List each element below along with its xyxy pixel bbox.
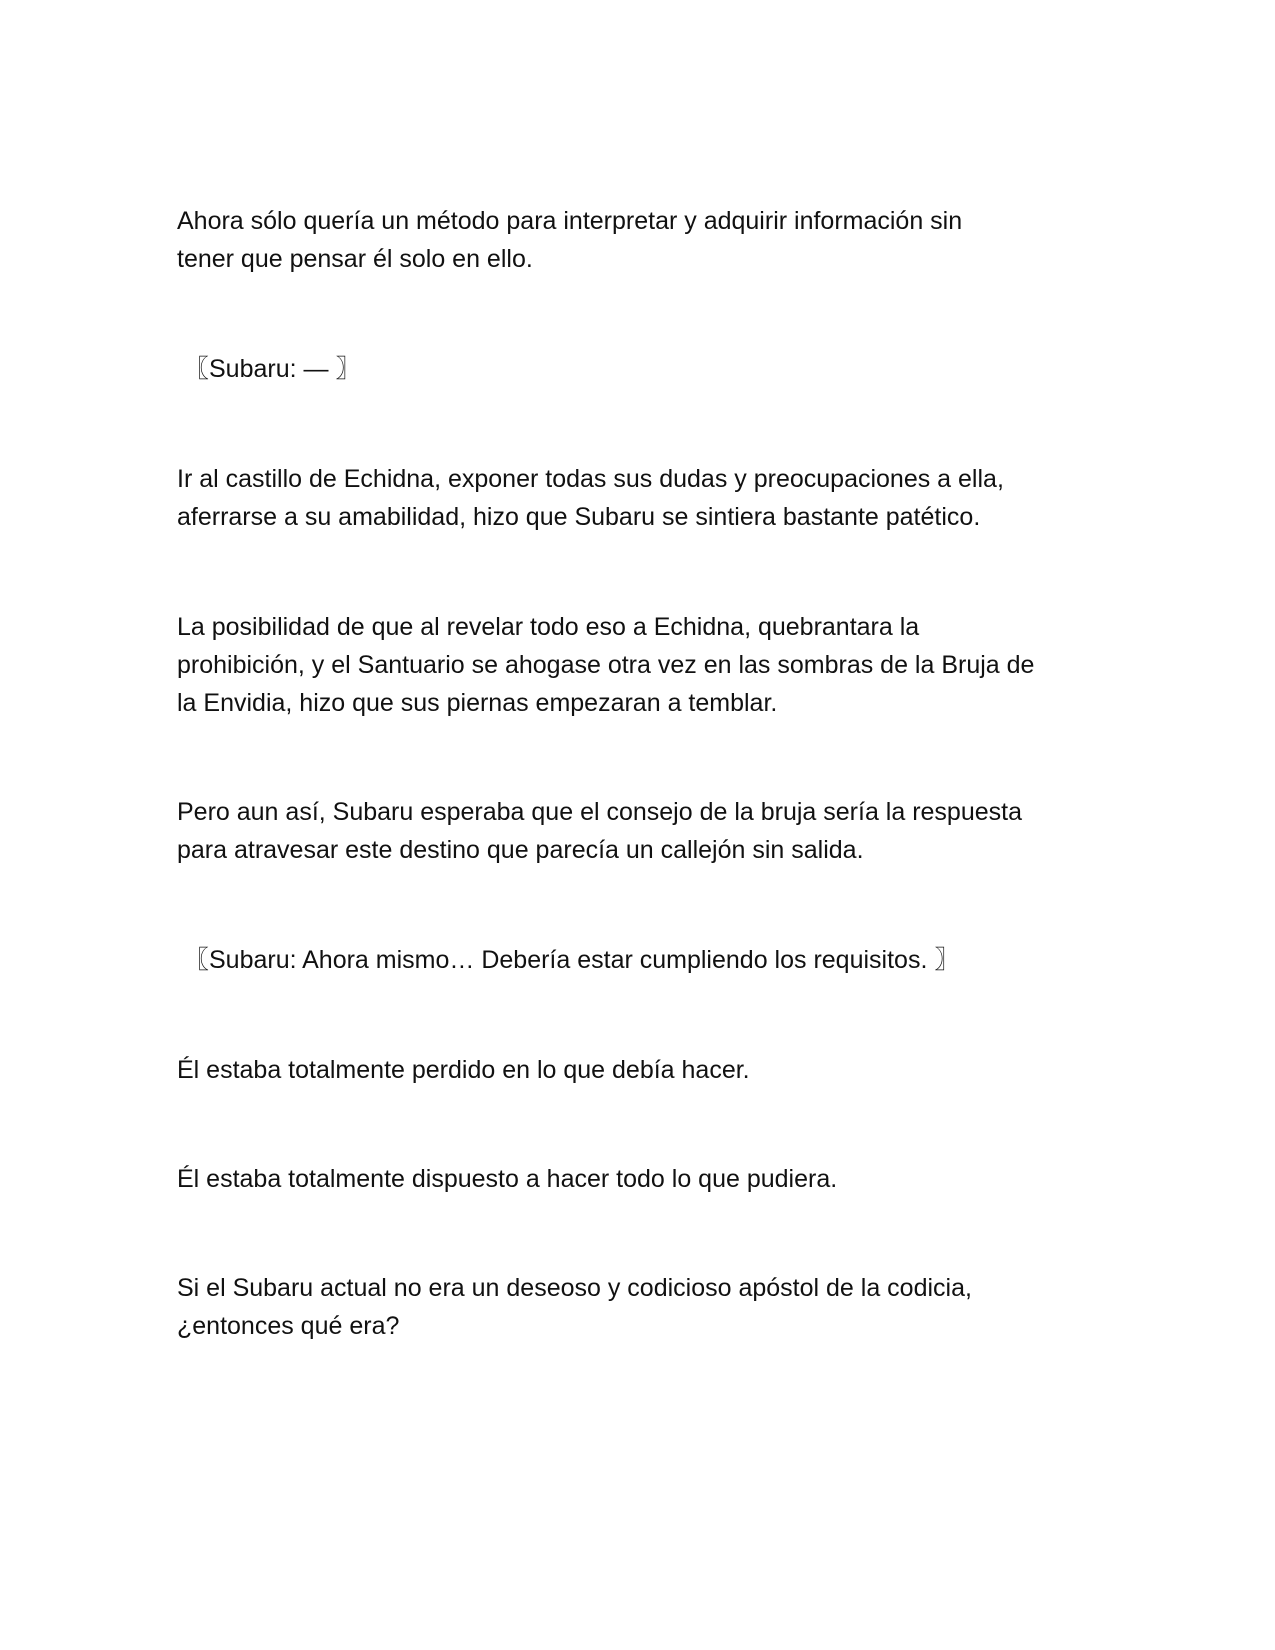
paragraph-line: la Envidia, hizo que sus piernas empezaran a temblar.	[177, 689, 778, 717]
paragraph-line: para atravesar este destino que parecía un callejón sin salida.	[177, 836, 864, 864]
paragraph-line: Él estaba totalmente dispuesto a hacer todo lo que pudiera.	[177, 1165, 838, 1193]
dialogue-2	[184, 941, 1104, 979]
paragraph-line: Ahora sólo quería un método para interpretar y adquirir información sin	[177, 207, 963, 235]
paragraph-line: Él estaba totalmente perdido en lo que debía hacer.	[177, 1056, 750, 1084]
paragraph-line: ¿entonces qué era?	[177, 1312, 400, 1340]
dialogue-1	[184, 350, 1104, 388]
paragraph-line: Pero aun así, Subaru esperaba que el consejo de la bruja sería la respuesta	[177, 798, 1022, 826]
paragraph-3	[177, 608, 1097, 722]
paragraph-6	[177, 1160, 1097, 1198]
paragraph-line: Ir al castillo de Echidna, exponer todas sus dudas y preocupaciones a ella,	[177, 465, 1004, 493]
paragraph-line: La posibilidad de que al revelar todo eso a Echidna, quebrantara la	[177, 613, 920, 641]
paragraph-5	[177, 1051, 1097, 1089]
paragraph-line: Si el Subaru actual no era un deseoso y codicioso apóstol de la codicia,	[177, 1274, 972, 1302]
paragraph-line: aferrarse a su amabilidad, hizo que Subaru se sintiera bastante patético.	[177, 503, 981, 531]
paragraph-1	[177, 202, 1097, 278]
paragraph-4	[177, 793, 1097, 869]
paragraph-2	[177, 460, 1097, 536]
paragraph-7	[177, 1269, 1097, 1345]
dialogue-line: 〖Subaru: — 〗	[184, 355, 361, 383]
paragraph-line: tener que pensar él solo en ello.	[177, 245, 533, 273]
paragraph-line: prohibición, y el Santuario se ahogase otra vez en las sombras de la Bruja de	[177, 651, 1035, 679]
dialogue-line: 〖Subaru: Ahora mismo… Debería estar cumpliendo los requisitos. 〗	[184, 946, 960, 974]
